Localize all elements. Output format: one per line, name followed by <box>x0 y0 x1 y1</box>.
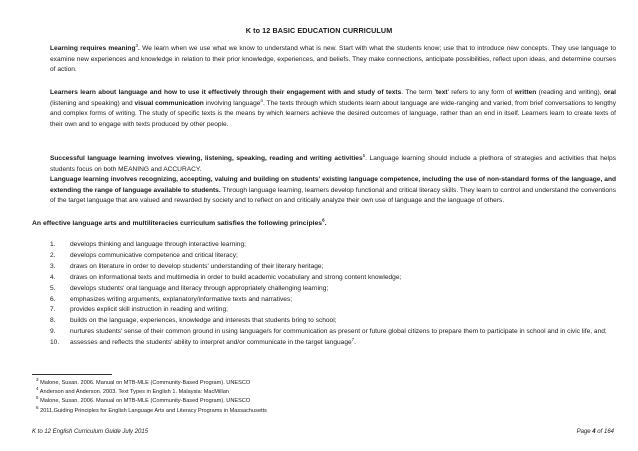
list-item <box>50 316 616 327</box>
footnote-ref: 6 <box>322 217 325 223</box>
list-item-text: develops thinking and language through interactive learning; <box>70 241 246 248</box>
list-item <box>50 273 616 284</box>
paragraph-lead-end: . <box>138 45 140 52</box>
list-item <box>50 251 616 262</box>
paragraph-lead: Learners learn about language and how to use it effectively through their engagement with and study of texts <box>50 89 402 96</box>
footnote <box>32 397 612 406</box>
list-item-text: emphasizes writing arguments, explanatory/informative texts and narratives; <box>70 295 293 303</box>
term-text: text <box>435 89 448 96</box>
paragraph-text: involving language <box>203 99 261 107</box>
footer-guide-title: K to 12 English Curriculum Guide July 2015 <box>32 429 149 435</box>
footnote-text: Anderson and Anderson. 2003. Text Types in English 1. Malaysia: MacMillan <box>39 389 229 396</box>
list-item-number: 8. <box>50 317 56 325</box>
list-item <box>50 338 616 349</box>
list-item-number: 2. <box>50 251 56 259</box>
list-item-number: 7. <box>50 306 56 314</box>
paragraph-text: We learn when we use what we know to understand what is new. Start with what the students know; use that to introduce new concepts. They use language to examine new experiences and knowledge in relation to their prior knowledge, experiences, and beliefs. They make connections, anticipate possibilities, reflect upon ideas, and determine courses of action. <box>50 45 617 73</box>
paragraph-text: (listening and speaking) and <box>50 99 135 107</box>
list-item <box>50 240 616 251</box>
principles-heading <box>32 219 612 229</box>
list-item <box>50 327 616 338</box>
list-item-text: provides explicit skill instruction in reading and writing; <box>70 306 228 314</box>
paragraph-lead: Learning requires meaning <box>50 45 136 52</box>
list-item-text: draws on literature in order to develop students' understanding of their literary heritage; <box>70 262 324 270</box>
principles-heading-text: An effective language arts and multiliteracies curriculum satisfies the following principles <box>32 220 323 227</box>
footnote-ref: 4 <box>260 97 263 103</box>
list-item-number: 4. <box>50 273 56 281</box>
footnote <box>32 404 612 416</box>
list-item-number: 6. <box>50 295 56 303</box>
paragraph-successful-learning <box>50 154 616 207</box>
list-item-text: develops communicative competence and critical literacy; <box>70 251 238 259</box>
principles-heading-end: . <box>324 220 327 227</box>
document-title: K to 12 BASIC EDUCATION CURRICULUM <box>245 26 393 35</box>
list-item-number: 9. <box>50 328 56 336</box>
footnote-number: 3 <box>36 377 39 383</box>
page-footer <box>32 428 614 436</box>
list-item-text: assesses and reflects the students' ability to interpret and/or communicate in the target language <box>70 339 352 347</box>
paragraph-lead: Successful language learning involves viewing, listening, speaking, reading and writing activities <box>50 155 363 162</box>
paragraph-text: . The term ' <box>401 89 436 96</box>
footnote-ref: 7 <box>351 336 355 342</box>
principles-list <box>50 240 616 349</box>
term-visual-communication: visual communication <box>134 99 204 107</box>
footnote-text: Malone, Susan. 2006. Manual on MTB-MLE (Community-Based Program). UNESCO <box>40 380 251 386</box>
footnote-text: 2011.Guiding Principles for English Language Arts and Literacy Programs in Massachusetts <box>40 407 267 414</box>
list-item-text: develops students' oral language and literacy through appropriately challenging learning; <box>70 284 329 292</box>
paragraph-text: . Language learning should include a plethora of strategies and activities that helps students focus on both MEANING and ACCURACY. <box>50 155 616 173</box>
footnote-divider <box>32 374 112 375</box>
list-item-number: 1. <box>50 241 56 248</box>
page-number <box>577 428 614 436</box>
footnote <box>32 379 612 388</box>
list-item-text: draws on informational texts and multimedia in order to build academic vocabulary and strong content knowledge; <box>70 273 402 281</box>
paragraph-learners-texts <box>50 88 616 130</box>
list-item <box>50 295 616 306</box>
paragraph-text: . The texts through which students learn about language are wide-ranging and varied, from brief conversations to lengthy and complex forms of writing. The study of specific texts is the means by which learners achieve the desired outcomes of language, rather than an end in itself. Learners learn to create texts of their own and to engage with texts produced by other people. <box>50 99 616 128</box>
list-item <box>50 284 616 295</box>
page-total: of 164 <box>595 429 614 435</box>
footnote-number: 5 <box>36 395 39 401</box>
list-item-text: builds on the language, experiences, knowledge and interests that students bring to school; <box>70 317 337 325</box>
paragraph-text: ' refers to any form of <box>447 89 515 96</box>
page-current: 4 <box>592 429 596 435</box>
list-item-number: 3. <box>50 262 56 270</box>
list-item <box>50 262 616 273</box>
term-oral: oral <box>603 89 616 96</box>
footnote-ref: 5 <box>362 152 366 158</box>
paragraph-text: (reading and writing), <box>536 89 604 96</box>
footnotes <box>32 379 612 416</box>
footnote-text: Malone, Susan. 2006. Manual on MTB-MLE (Community-Based Program). UNESCO <box>40 398 251 405</box>
paragraph-lead-2: Language learning involves recognizing, accepting, valuing and building on students' existing language competence, including the use of non-standard forms of the language, and extending the range of language available to students. <box>50 176 616 194</box>
footnote-ref: 3 <box>135 42 138 48</box>
footnote-number: 6 <box>36 404 39 410</box>
list-item-end: . <box>354 339 357 347</box>
paragraph-learning-meaning <box>50 44 616 76</box>
page-prefix: Page <box>576 429 593 435</box>
footnote-number: 4 <box>36 386 39 392</box>
list-item-number: 10. <box>50 339 60 347</box>
list-item-text: nurtures students' sense of their common ground in using language/s for communication as present or future global citizens to prepare them to participate in school and in civic life, and; <box>70 328 607 336</box>
list-item-number: 5. <box>50 284 56 292</box>
footnote <box>32 388 612 397</box>
paragraph-text: Through language learning, learners develop functional and critical literacy skills. They learn to control and understand the conventions of the target language that are valued and rewarded by society and to reflect on and critically analyze their own use of language and the language of others. <box>50 186 616 204</box>
term-written: written <box>514 89 537 96</box>
list-item <box>50 305 616 316</box>
